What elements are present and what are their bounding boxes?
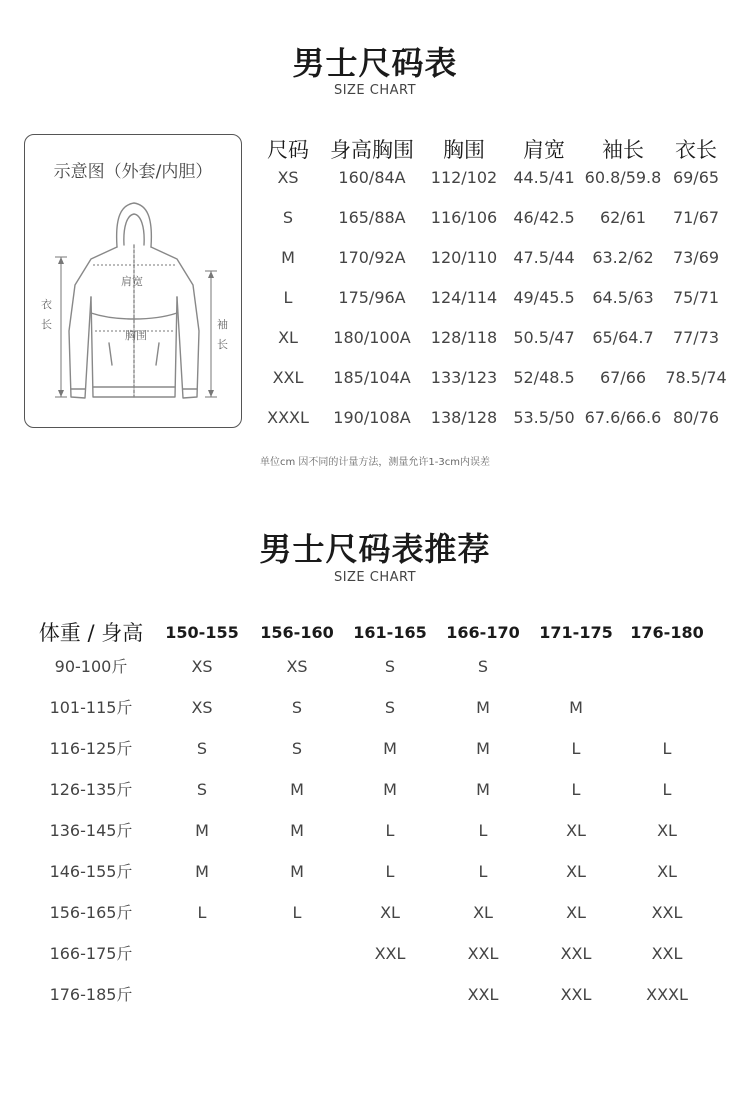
table-row — [250, 368, 750, 408]
cell-height-chest: 165/88A — [338, 208, 406, 227]
table-row — [0, 937, 750, 978]
cell-chest: 128/118 — [430, 328, 498, 347]
cell-chest: 124/114 — [430, 288, 498, 307]
cell-weight: 126-135斤 — [49, 780, 133, 799]
size-chart-header-row — [250, 132, 750, 168]
cell-sleeve: 64.5/63 — [592, 288, 654, 307]
cell-size-recommend: L — [571, 780, 581, 799]
measurement-note: 单位cm 因不同的计量方法，测量允许1-3cm内误差 — [260, 457, 490, 468]
table-row — [0, 814, 750, 855]
cell-chest: 120/110 — [430, 248, 498, 267]
header-chest: 胸围 — [443, 138, 485, 162]
cell-sleeve: 67.6/66.6 — [584, 408, 662, 427]
table-row — [250, 408, 750, 448]
cell-length: 71/67 — [672, 208, 720, 227]
size-chart-subtitle: SIZE CHART — [333, 83, 417, 98]
cell-size-recommend: S — [384, 657, 396, 676]
header-weight-height: 体重 / 身高 — [38, 621, 144, 645]
cell-shoulder: 44.5/41 — [513, 168, 575, 187]
cell-size-recommend: M — [195, 821, 209, 840]
table-row — [0, 773, 750, 814]
table-row — [250, 168, 750, 208]
cell-size-recommend: XXL — [467, 944, 499, 963]
cell-shoulder: 47.5/44 — [513, 248, 575, 267]
recommend-header-row — [0, 616, 750, 650]
cell-size-recommend: XL — [566, 903, 586, 922]
cell-size-recommend: M — [290, 780, 304, 799]
cell-shoulder: 46/42.5 — [513, 208, 575, 227]
cell-weight: 156-165斤 — [49, 903, 133, 922]
cell-size: M — [281, 248, 295, 267]
cell-size-recommend: XXL — [651, 903, 683, 922]
cell-size-recommend: XL — [657, 821, 677, 840]
cell-sleeve: 65/64.7 — [592, 328, 654, 347]
cell-size-recommend: S — [384, 698, 396, 717]
cell-length: 73/69 — [672, 248, 720, 267]
cell-size: XS — [277, 168, 299, 187]
cell-size-recommend: L — [197, 903, 207, 922]
cell-weight: 116-125斤 — [49, 739, 133, 758]
table-row — [250, 328, 750, 368]
table-row — [0, 896, 750, 937]
cell-size-recommend: XL — [657, 862, 677, 881]
jacket-diagram-panel — [24, 134, 242, 428]
cell-size-recommend: M — [383, 739, 397, 758]
cell-height-chest: 190/108A — [333, 408, 411, 427]
cell-size-recommend: XXXL — [646, 985, 688, 1004]
cell-size-recommend: L — [478, 821, 488, 840]
cell-size-recommend: XL — [566, 821, 586, 840]
cell-size-recommend: XXL — [467, 985, 499, 1004]
cell-size-recommend: XXL — [374, 944, 406, 963]
cell-size-recommend: XXL — [651, 944, 683, 963]
cell-length: 75/71 — [672, 288, 720, 307]
cell-size: S — [282, 208, 294, 227]
cell-size-recommend: XS — [191, 698, 213, 717]
cell-size-recommend: L — [571, 739, 581, 758]
label-length: 衣长 — [41, 298, 52, 331]
size-chart-title: 男士尺码表 — [292, 44, 458, 82]
cell-size-recommend: L — [662, 739, 672, 758]
header-height-150-155: 150-155 — [165, 623, 239, 642]
header-height-156-160: 156-160 — [260, 623, 334, 642]
recommend-subtitle: SIZE CHART — [333, 570, 417, 585]
table-row — [0, 691, 750, 732]
table-row — [0, 855, 750, 896]
label-sleeve: 袖长 — [217, 318, 228, 351]
table-row — [250, 288, 750, 328]
header-height-166-170: 166-170 — [446, 623, 520, 642]
cell-chest: 133/123 — [430, 368, 498, 387]
cell-shoulder: 49/45.5 — [513, 288, 575, 307]
cell-shoulder: 50.5/47 — [513, 328, 575, 347]
cell-size-recommend: XL — [380, 903, 400, 922]
cell-height-chest: 160/84A — [338, 168, 406, 187]
cell-size: L — [283, 288, 293, 307]
cell-size-recommend: XL — [473, 903, 493, 922]
cell-height-chest: 180/100A — [333, 328, 411, 347]
cell-size-recommend: S — [291, 739, 303, 758]
cell-size-recommend: L — [478, 862, 488, 881]
cell-size-recommend: M — [476, 780, 490, 799]
cell-size-recommend: L — [385, 862, 395, 881]
cell-weight: 146-155斤 — [49, 862, 133, 881]
cell-size-recommend: XS — [191, 657, 213, 676]
header-height-171-175: 171-175 — [539, 623, 613, 642]
cell-shoulder: 52/48.5 — [513, 368, 575, 387]
cell-weight: 101-115斤 — [49, 698, 133, 717]
cell-size-recommend: XXL — [560, 944, 592, 963]
cell-chest: 112/102 — [430, 168, 498, 187]
cell-size-recommend: L — [662, 780, 672, 799]
table-row — [250, 248, 750, 288]
table-row — [0, 650, 750, 691]
header-height-chest: 身高胸围 — [330, 138, 414, 162]
table-row — [0, 978, 750, 1019]
cell-size-recommend: M — [476, 739, 490, 758]
cell-size-recommend: M — [290, 862, 304, 881]
label-chest: 胸围 — [125, 329, 147, 342]
cell-chest: 116/106 — [430, 208, 498, 227]
cell-size-recommend: M — [569, 698, 583, 717]
cell-size-recommend: M — [290, 821, 304, 840]
cell-length: 78.5/74 — [665, 368, 727, 387]
cell-size-recommend: L — [385, 821, 395, 840]
cell-size-recommend: M — [195, 862, 209, 881]
size-chart-table — [250, 132, 750, 448]
cell-weight: 176-185斤 — [49, 985, 133, 1004]
recommend-table — [0, 616, 750, 1019]
cell-weight: 136-145斤 — [49, 821, 133, 840]
table-row — [0, 732, 750, 773]
cell-size-recommend: S — [477, 657, 489, 676]
header-shoulder: 肩宽 — [523, 138, 565, 162]
cell-height-chest: 170/92A — [338, 248, 406, 267]
header-length: 衣长 — [675, 138, 717, 162]
cell-weight: 90-100斤 — [54, 657, 128, 676]
cell-height-chest: 175/96A — [338, 288, 406, 307]
cell-length: 80/76 — [672, 408, 720, 427]
cell-size-recommend: L — [292, 903, 302, 922]
header-height-161-165: 161-165 — [353, 623, 427, 642]
header-height-176-180: 176-180 — [630, 623, 704, 642]
diagram-caption: 示意图（外套/内胆） — [53, 162, 213, 182]
cell-size: XL — [278, 328, 298, 347]
cell-size-recommend: XXL — [560, 985, 592, 1004]
cell-length: 77/73 — [672, 328, 720, 347]
cell-size-recommend: S — [196, 739, 208, 758]
label-shoulder: 肩宽 — [121, 275, 143, 288]
cell-shoulder: 53.5/50 — [513, 408, 575, 427]
cell-sleeve: 63.2/62 — [592, 248, 654, 267]
recommend-title: 男士尺码表推荐 — [259, 530, 491, 568]
cell-chest: 138/128 — [430, 408, 498, 427]
cell-size-recommend: S — [291, 698, 303, 717]
cell-sleeve: 67/66 — [599, 368, 647, 387]
cell-size: XXXL — [267, 408, 309, 427]
header-sleeve: 袖长 — [602, 138, 644, 162]
cell-size: XXL — [272, 368, 304, 387]
cell-size-recommend: M — [383, 780, 397, 799]
cell-size-recommend: XS — [286, 657, 308, 676]
header-size: 尺码 — [267, 138, 309, 162]
cell-length: 69/65 — [672, 168, 720, 187]
cell-weight: 166-175斤 — [49, 944, 133, 963]
cell-sleeve: 62/61 — [599, 208, 647, 227]
cell-size-recommend: M — [476, 698, 490, 717]
cell-sleeve: 60.8/59.8 — [584, 168, 662, 187]
table-row — [250, 208, 750, 248]
cell-height-chest: 185/104A — [333, 368, 411, 387]
cell-size-recommend: S — [196, 780, 208, 799]
cell-size-recommend: XL — [566, 862, 586, 881]
